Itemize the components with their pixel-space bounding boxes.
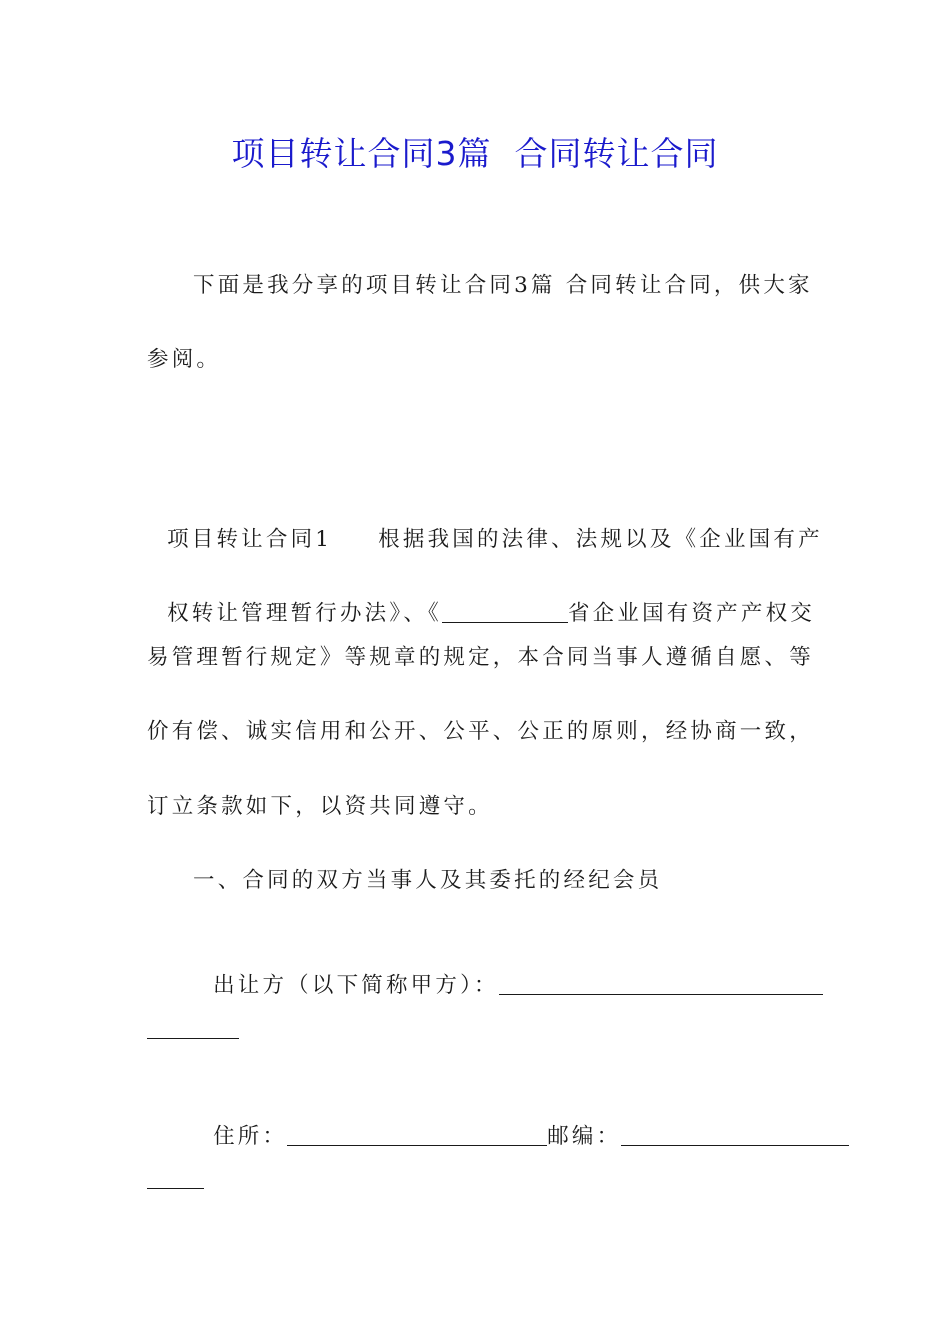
contract-paragraph-line-4: 价有偿、诚实信用和公开、公平、公正的原则，经协商一致，	[147, 719, 814, 744]
document-title: 项目转让合同3篇 合同转让合同	[231, 134, 719, 173]
intro-paragraph-line-1: 下面是我分享的项目转让合同3篇 合同转让合同，供大家	[193, 273, 813, 298]
postcode-blank	[621, 1125, 849, 1146]
contract-paragraph-text: 省企业国有资产产权交	[567, 601, 815, 626]
contract-paragraph-line-3: 易管理暂行规定》等规章的规定，本合同当事人遵循自愿、等	[147, 645, 814, 670]
contract-paragraph-text: 根据我国的法律、法规以及《企业国有产	[378, 527, 823, 552]
intro-paragraph-line-2: 参阅。	[147, 347, 222, 372]
transferor-label: 出让方（以下简称甲方）：	[213, 973, 499, 998]
contract-paragraph-line-1	[147, 495, 823, 555]
address-label: 住所：	[213, 1124, 288, 1149]
address-line	[193, 1092, 807, 1152]
contract-paragraph-text: 权转让管理暂行办法》、《	[167, 601, 442, 626]
address-blank	[287, 1125, 547, 1146]
clause-1-heading: 一、合同的双方当事人及其委托的经纪会员	[193, 868, 663, 893]
contract-paragraph-line-2	[147, 569, 815, 629]
postcode-label: 邮编：	[547, 1124, 622, 1149]
postcode-blank-continuation	[147, 1188, 204, 1189]
transferor-blank-continuation	[147, 1038, 239, 1039]
contract-paragraph-line-5: 订立条款如下，以资共同遵守。	[147, 794, 493, 819]
section-heading: 项目转让合同1	[167, 527, 333, 552]
transferor-blank	[499, 974, 823, 995]
province-blank	[442, 602, 568, 623]
transferor-line	[193, 941, 807, 1001]
